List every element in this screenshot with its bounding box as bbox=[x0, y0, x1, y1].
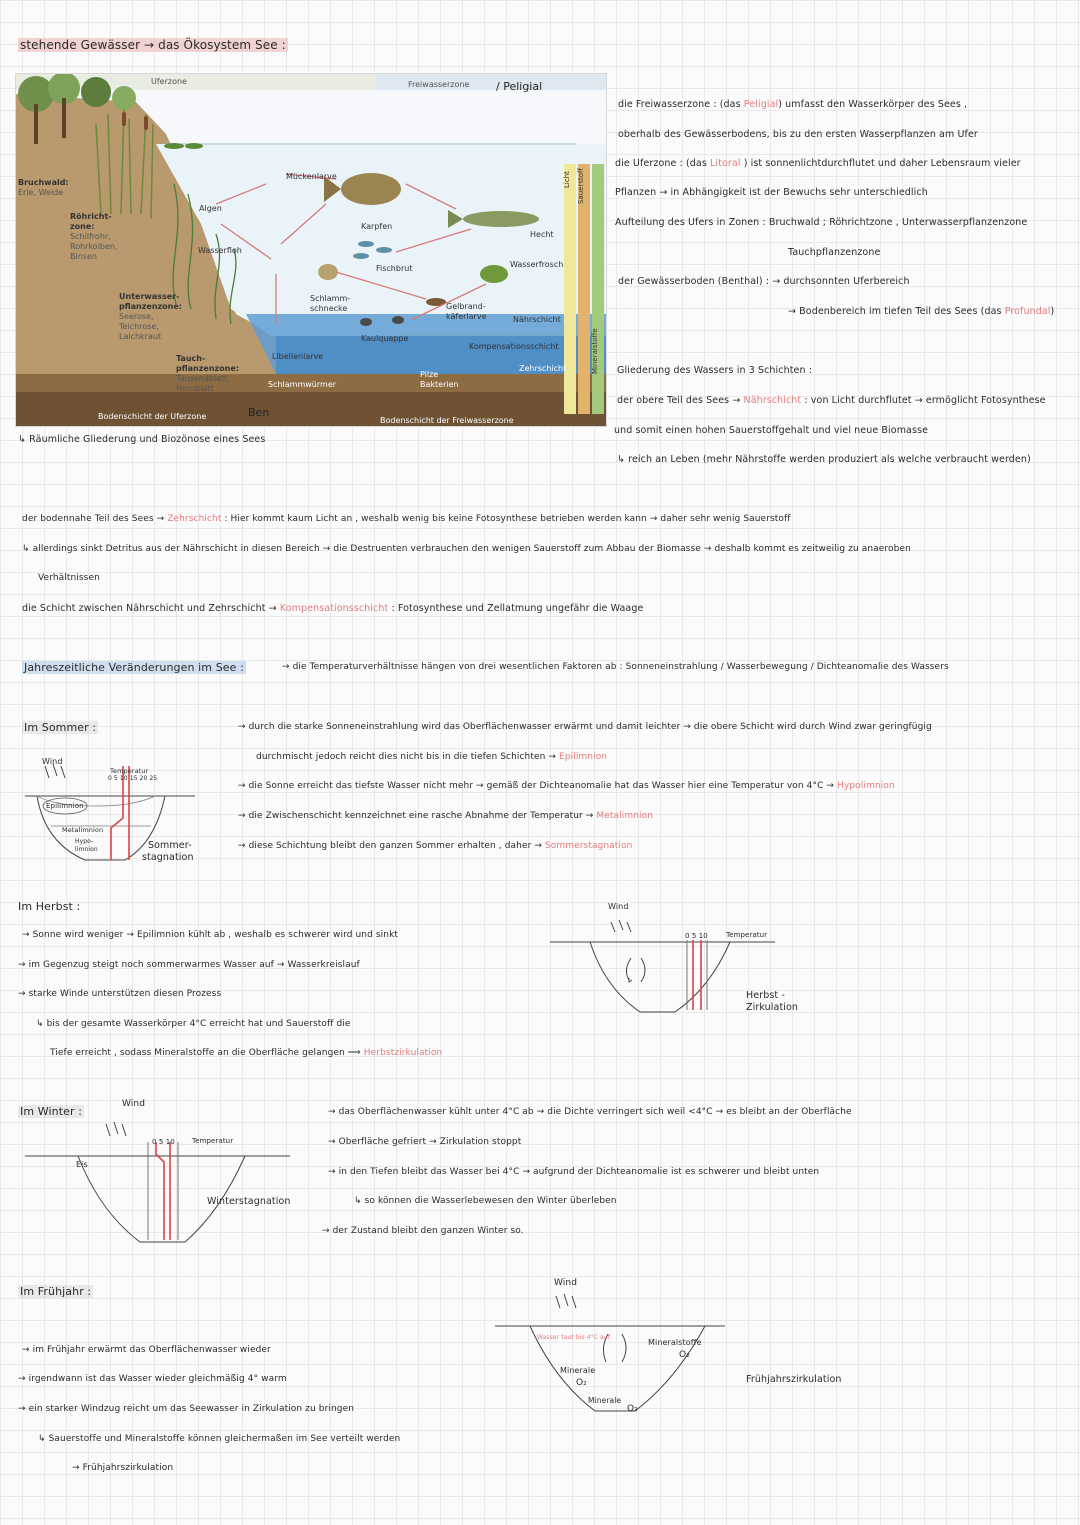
note-text: ) ist sonnenlichtdurchflutet und daher Lebensraum vieler bbox=[743, 158, 1021, 169]
winter-note-3: → in den Tiefen bleibt das Wasser bei 4°C → aufgrund der Dichteanomalie ist es schwerer und bleibt unten bbox=[328, 1167, 820, 1177]
metalimnion-label: Metalimnion bbox=[62, 826, 104, 834]
summer-wind-label: Wind bbox=[42, 757, 63, 766]
roehricht-label-5: Binsen bbox=[70, 252, 97, 261]
unterwasser-label-2: pflanzenzone: bbox=[119, 302, 182, 311]
naehrschicht-term: Nährschicht bbox=[743, 395, 802, 406]
seasons-factors: → die Temperaturverhältnisse hängen von drei wesentlichen Faktoren ab : Sonneneinstrahlung / Wasserbewegung / Dichteanomalie des Wassers bbox=[282, 662, 949, 672]
unterwasser-label-3: Seerose, bbox=[119, 312, 154, 321]
spring-minerals-2: Minerale bbox=[560, 1366, 596, 1375]
spring-circulation: Frühjahrszirkulation bbox=[746, 1374, 842, 1385]
spring-o2-2: O₂ bbox=[576, 1378, 587, 1388]
page-title: stehende Gewässer → das Ökosystem See : bbox=[20, 38, 286, 52]
note-text: ) bbox=[1050, 306, 1055, 317]
summer-temp-label: Temperatur bbox=[110, 767, 149, 775]
figure-caption: ↳ Räumliche Gliederung und Biozönose eines Sees bbox=[18, 434, 266, 445]
note-line: ↳ reich an Leben (mehr Nährstoffe werden produziert als welche verbraucht werden) bbox=[617, 454, 1031, 465]
spring-note-2: → irgendwann ist das Wasser wieder gleichmäßig 4° warm bbox=[18, 1374, 287, 1384]
pilze-label-1: Pilze bbox=[420, 370, 439, 379]
winter-note-1: → das Oberflächenwasser kühlt unter 4°C ab → die Dichte verringert sich weil <4°C → es bleibt an der Oberfläche bbox=[328, 1107, 852, 1117]
tauch-label-3: Tausendblatt, bbox=[176, 374, 230, 383]
autumn-note-1: → Sonne wird weniger → Epilimnion kühlt ab , weshalb es schwerer wird und sinkt bbox=[22, 930, 399, 940]
pelagial-term: Peligial bbox=[743, 99, 779, 110]
spring-minerals-3: Minerale bbox=[588, 1396, 622, 1405]
epilimnion-term: Epilimnion bbox=[559, 752, 608, 762]
gelbrand-label-1: Gelbrand- bbox=[446, 302, 486, 311]
summer-note-1: → durch die starke Sonneneinstrahlung wird das Oberflächenwasser erwärmt und damit leichter → die obere Schicht wird durch Wind zwar geringfügig bbox=[238, 722, 932, 732]
winter-diagram bbox=[20, 1112, 300, 1262]
roehricht-label-1: Röhricht- bbox=[70, 212, 112, 221]
winter-heading: Im Winter : bbox=[20, 1105, 83, 1118]
bruchwald-sub: Erle, Weide bbox=[18, 188, 64, 197]
kaulquappe-label: Kaulquappe bbox=[361, 334, 409, 343]
winter-note-5: → der Zustand bleibt den ganzen Winter so. bbox=[322, 1226, 524, 1236]
bodenschicht-ufer-label: Bodenschicht der Uferzone bbox=[98, 412, 207, 421]
note-line: Tauchpflanzenzone bbox=[788, 247, 881, 258]
note-line: Verhältnissen bbox=[38, 573, 100, 583]
tauch-label-2: pflanzenzone: bbox=[176, 364, 239, 373]
winter-scale: 0 5 10 bbox=[152, 1138, 175, 1146]
note-line: ↳ allerdings sinkt Detritus aus der Nährschicht in diesen Bereich → die Destruenten verbrauchen den wenigen Sauerstoff zum Abbau der Biomasse → deshalb kommt es zeitweilig zu anaeroben bbox=[22, 544, 911, 554]
lake-ecosystem-figure bbox=[15, 73, 607, 427]
fischbrut-label: Fischbrut bbox=[376, 264, 413, 273]
wasserfloh-label: Wasserfloh bbox=[198, 246, 242, 255]
mineralstoffe-bar-label: Mineralstoffe bbox=[591, 328, 599, 374]
bruchwald-label: Bruchwald: bbox=[18, 178, 69, 187]
autumn-heading: Im Herbst : bbox=[18, 900, 81, 913]
litoral-term: Litoral bbox=[710, 158, 741, 169]
spring-note-3: → ein starker Windzug reicht um das Seewasser in Zirkulation zu bringen bbox=[18, 1404, 355, 1414]
pilze-label-2: Bakterien bbox=[420, 380, 459, 389]
note-text: : von Licht durchflutet → ermöglicht Fotosynthese bbox=[804, 395, 1046, 406]
spring-heading: Im Frühjahr : bbox=[20, 1285, 92, 1298]
profundal-term: Profundal bbox=[1004, 306, 1051, 317]
hypolimnion-label-1: Hypo- bbox=[75, 838, 94, 845]
spring-note-4: ↳ Sauerstoffe und Mineralstoffe können gleichermaßen im See verteilt werden bbox=[38, 1434, 401, 1444]
gelbrand-label-2: käferlarve bbox=[446, 312, 487, 321]
sommerstagnation-term: Sommerstagnation bbox=[544, 841, 633, 851]
epilimnion-label: Epilimnion bbox=[46, 802, 84, 810]
spring-warm-label: Wasser taut bis 4°C auf bbox=[537, 1334, 610, 1341]
note-text: ) umfasst den Wasserkörper des Sees , bbox=[778, 99, 968, 110]
uferzone-heading: die Uferzone : (das bbox=[615, 158, 707, 169]
note-text: → die Sonne erreicht das tiefste Wasser nicht mehr → gemäß der Dichteanomalie hat das Wasser hier eine Temperatur von 4°C → bbox=[238, 781, 835, 791]
autumn-note-3: → starke Winde unterstützen diesen Prozess bbox=[18, 989, 222, 999]
tauch-label-4: Hornblatt bbox=[176, 384, 214, 393]
benthal-handwritten-note: Ben bbox=[248, 406, 270, 419]
autumn-temp-label: Temperatur bbox=[726, 931, 768, 939]
roehricht-label-4: Rohrkolben, bbox=[70, 242, 118, 251]
autumn-circulation-1: Herbst - bbox=[746, 990, 785, 1001]
mueckenlarve-label: Mückenlarve bbox=[286, 172, 337, 181]
note-line: oberhalb des Gewässerbodens, bis zu den ersten Wasserpflanzen am Ufer bbox=[618, 129, 978, 140]
note-text: der obere Teil des Sees → bbox=[617, 395, 741, 406]
winter-stagnation: Winterstagnation bbox=[207, 1196, 291, 1207]
kompensationsschicht-term: Kompensationsschicht bbox=[279, 603, 389, 614]
wasserfrosch-label: Wasserfrosch bbox=[510, 260, 564, 269]
note-text: durchmischt jedoch reicht dies nicht bis in die tiefen Schichten → bbox=[256, 752, 557, 762]
freiwasserzone-label: Freiwasserzone bbox=[408, 80, 470, 89]
licht-bar-label: Licht bbox=[563, 171, 571, 188]
zehrschicht-term: Zehrschicht bbox=[167, 514, 222, 524]
note-line: Pflanzen → in Abhängigkeit ist der Bewuchs sehr unterschiedlich bbox=[615, 187, 928, 198]
karpfen-label: Karpfen bbox=[361, 222, 393, 231]
hecht-label: Hecht bbox=[530, 230, 554, 239]
note-line: und somit einen hohen Sauerstoffgehalt und viel neue Biomasse bbox=[614, 425, 929, 436]
roehricht-label-3: Schilfrohr, bbox=[70, 232, 111, 241]
winter-note-4: ↳ so können die Wasserlebewesen den Winter überleben bbox=[354, 1196, 617, 1206]
pelagial-handwritten-note: / Peligial bbox=[496, 80, 543, 93]
freiwasserzone-heading: die Freiwasserzone : bbox=[618, 99, 717, 110]
note-text: → diese Schichtung bleibt den ganzen Sommer erhalten , daher → bbox=[238, 841, 542, 851]
unterwasser-label-4: Teichrose, bbox=[119, 322, 159, 331]
eis-label: Eis bbox=[76, 1160, 88, 1169]
sauerstoff-bar-label: Sauerstoff bbox=[577, 168, 585, 204]
kompensationsschicht-label: Kompensationsschicht bbox=[469, 342, 559, 351]
libellenlarve-label: Libellenlarve bbox=[272, 352, 324, 361]
roehricht-label-2: zone: bbox=[70, 222, 95, 231]
note-line: Aufteilung des Ufers in Zonen : Bruchwald ; Röhrichtzone , Unterwasserpflanzenzone bbox=[615, 217, 1028, 228]
metalimnion-term: Metalimnion bbox=[596, 811, 654, 821]
summer-scale: 0 5 10 15 20 25 bbox=[108, 775, 158, 782]
algen-label: Algen bbox=[199, 204, 222, 213]
spring-o2-3: O₂ bbox=[627, 1404, 638, 1414]
spring-note-1: → im Frühjahr erwärmt das Oberflächenwasser wieder bbox=[22, 1345, 271, 1355]
zehrschicht-label: Zehrschicht bbox=[519, 364, 567, 373]
seasons-heading: Jahreszeitliche Veränderungen im See : bbox=[24, 661, 244, 674]
note-text: → Bodenbereich im tiefen Teil des Sees (das bbox=[788, 306, 1002, 317]
hypolimnion-label-2: limnion bbox=[75, 846, 98, 853]
spring-wind-label: Wind bbox=[554, 1278, 578, 1288]
schlammschnecke-label-2: schnecke bbox=[310, 304, 348, 313]
uferzone-label: Uferzone bbox=[151, 77, 187, 86]
note-text: : Hier kommt kaum Licht an , weshalb wenig bis keine Fotosynthese betrieben werden kann → daher sehr wenig Sauerstoff bbox=[224, 514, 791, 524]
autumn-note-2: → im Gegenzug steigt noch sommerwarmes Wasser auf → Wasserkreislauf bbox=[18, 960, 360, 970]
spring-minerals-1: Mineralstoffe bbox=[648, 1338, 702, 1347]
winter-wind-label: Wind bbox=[122, 1099, 146, 1109]
unterwasser-label-5: Laichkraut bbox=[119, 332, 162, 341]
spring-note-5: → Frühjahrszirkulation bbox=[72, 1463, 174, 1473]
bodenschicht-frei-label: Bodenschicht der Freiwasserzone bbox=[380, 416, 514, 425]
naehrschicht-label: Nährschicht bbox=[513, 315, 561, 324]
note-text: : Fotosynthese und Zellatmung ungefähr die Waage bbox=[391, 603, 644, 614]
benthal-heading: der Gewässerboden (Benthal) : → durchsonnten Uferbereich bbox=[618, 276, 910, 287]
summer-heading: Im Sommer : bbox=[24, 721, 97, 734]
note-text: → die Zwischenschicht kennzeichnet eine rasche Abnahme der Temperatur → bbox=[238, 811, 594, 821]
autumn-circulation-2: Zirkulation bbox=[746, 1002, 799, 1013]
note-text: die Schicht zwischen Nährschicht und Zehrschicht → bbox=[22, 603, 277, 614]
autumn-wind-label: Wind bbox=[608, 902, 629, 911]
summer-stagnation-1: Sommer- bbox=[148, 840, 192, 851]
herbstzirkulation-term: Herbstzirkulation bbox=[363, 1048, 443, 1058]
spring-o2-1: O₂ bbox=[679, 1350, 690, 1360]
layers-heading: Gliederung des Wassers in 3 Schichten : bbox=[617, 365, 813, 376]
autumn-scale: 0 5 10 bbox=[685, 932, 708, 940]
winter-temp-label: Temperatur bbox=[192, 1137, 234, 1145]
note-text: (das bbox=[719, 99, 741, 110]
hypolimnion-term: Hypolimnion bbox=[837, 781, 895, 791]
spring-diagram bbox=[490, 1286, 730, 1426]
unterwasser-label-1: Unterwasser- bbox=[119, 292, 180, 301]
summer-stagnation-2: stagnation bbox=[142, 852, 194, 863]
autumn-note-4: ↳ bis der gesamte Wasserkörper 4°C erreicht hat und Sauerstoff die bbox=[36, 1019, 351, 1029]
note-text: der bodennahe Teil des Sees → bbox=[22, 514, 165, 524]
note-text: Tiefe erreicht , sodass Mineralstoffe an die Oberfläche gelangen ⟹ bbox=[50, 1048, 361, 1058]
schlammschnecke-label-1: Schlamm- bbox=[310, 294, 351, 303]
tauch-label-1: Tauch- bbox=[176, 354, 206, 363]
schlammwuermer-label: Schlammwürmer bbox=[268, 380, 337, 389]
winter-note-2: → Oberfläche gefriert → Zirkulation stoppt bbox=[328, 1137, 522, 1147]
